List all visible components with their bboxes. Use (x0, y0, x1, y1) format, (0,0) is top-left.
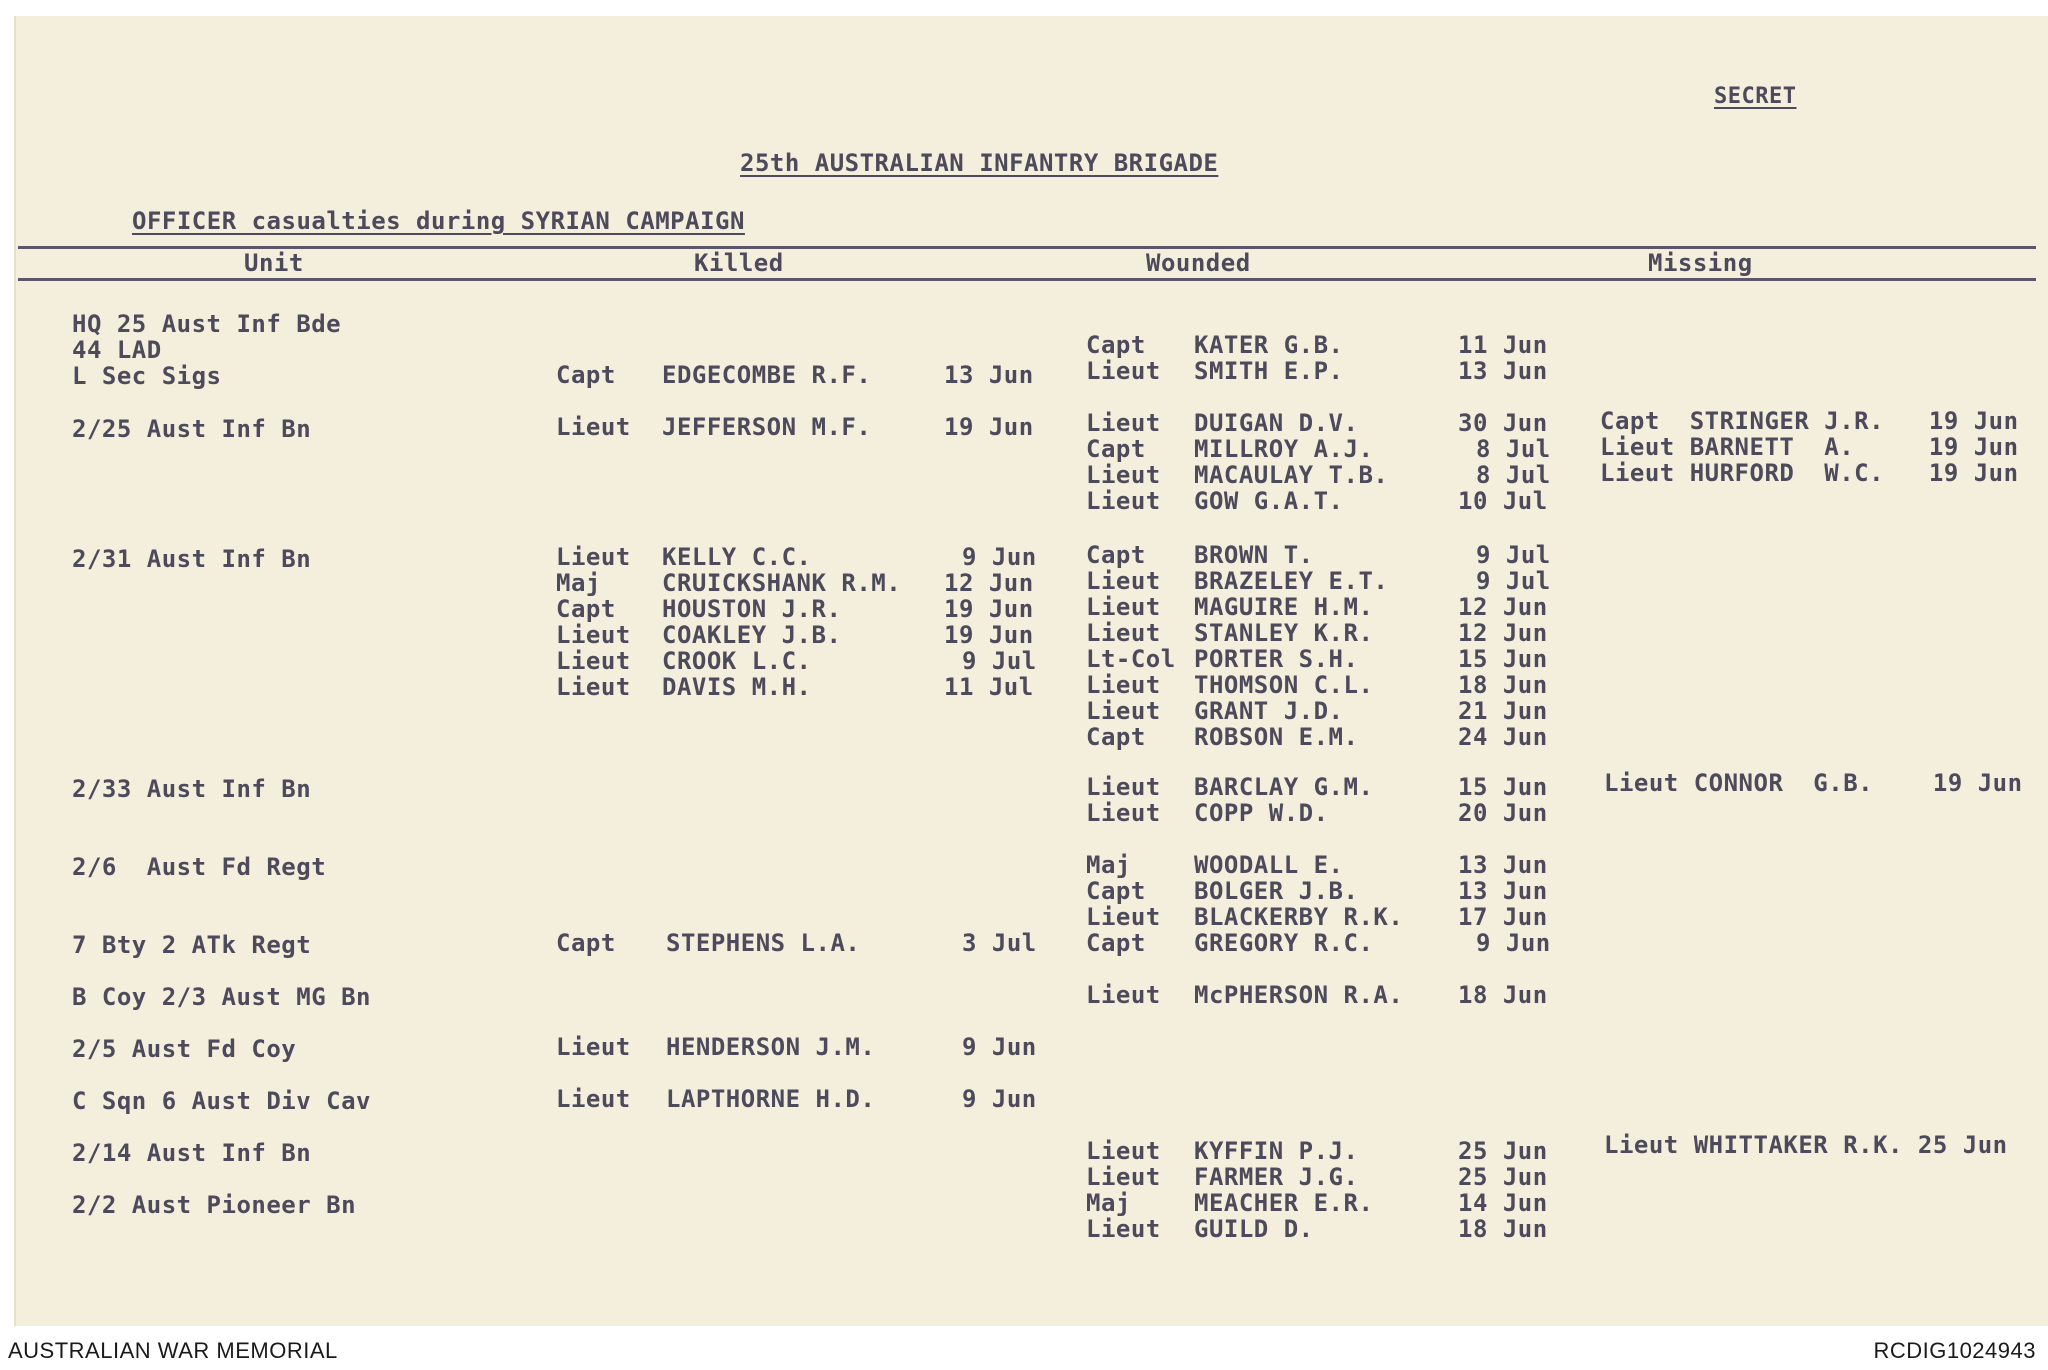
wounded-name: BLACKERBY R.K. (1194, 903, 1404, 931)
killed-name: HENDERSON J.M. (666, 1033, 876, 1061)
wounded-date: 11 Jun (1458, 331, 1548, 359)
wounded-date: 18 Jun (1458, 671, 1548, 699)
wounded-name: BROWN T. (1194, 541, 1314, 569)
wounded-rank: Maj (1086, 851, 1131, 879)
unit-label: 2/31 Aust Inf Bn (72, 545, 312, 573)
wounded-name: THOMSON C.L. (1194, 671, 1374, 699)
wounded-name: BARCLAY G.M. (1194, 773, 1374, 801)
wounded-date: 10 Jul (1458, 487, 1548, 515)
header-killed: Killed (694, 249, 784, 277)
wounded-name: ROBSON E.M. (1194, 723, 1359, 751)
killed-name: DAVIS M.H. (662, 673, 812, 701)
killed-date: 9 Jun (962, 1085, 1037, 1113)
wounded-name: SMITH E.P. (1194, 357, 1344, 385)
header-missing: Missing (1648, 249, 1753, 277)
wounded-name: GOW G.A.T. (1194, 487, 1344, 515)
wounded-date: 13 Jun (1458, 851, 1548, 879)
wounded-date: 20 Jun (1458, 799, 1548, 827)
wounded-date: 14 Jun (1458, 1189, 1548, 1217)
wounded-date: 15 Jun (1458, 645, 1548, 673)
unit-label: 2/5 Aust Fd Coy (72, 1035, 297, 1063)
archive-credit: AUSTRALIAN WAR MEMORIAL (8, 1338, 338, 1363)
wounded-rank: Lieut (1086, 773, 1161, 801)
wounded-rank: Lieut (1086, 357, 1161, 385)
wounded-rank: Maj (1086, 1189, 1131, 1217)
unit-label: 2/6 Aust Fd Regt (72, 853, 327, 881)
wounded-rank: Lieut (1086, 981, 1161, 1009)
wounded-date: 17 Jun (1458, 903, 1548, 931)
wounded-rank: Lieut (1086, 903, 1161, 931)
wounded-date: 9 Jul (1476, 567, 1551, 595)
killed-name: LAPTHORNE H.D. (666, 1085, 876, 1113)
archive-reference: RCDIG1024943 (1873, 1338, 2036, 1363)
wounded-rank: Capt (1086, 929, 1146, 957)
wounded-name: GREGORY R.C. (1194, 929, 1374, 957)
killed-rank: Capt (556, 361, 616, 389)
missing-entry: Lieut HURFORD W.C. 19 Jun (1600, 459, 2019, 487)
missing-entry: Lieut BARNETT A. 19 Jun (1600, 433, 2019, 461)
wounded-rank: Lieut (1086, 567, 1161, 595)
wounded-date: 24 Jun (1458, 723, 1548, 751)
document-title: 25th AUSTRALIAN INFANTRY BRIGADE (740, 149, 1219, 177)
wounded-rank: Lieut (1086, 1137, 1161, 1165)
wounded-rank: Lt-Col (1086, 645, 1176, 673)
wounded-date: 18 Jun (1458, 981, 1548, 1009)
wounded-date: 12 Jun (1458, 619, 1548, 647)
wounded-date: 25 Jun (1458, 1163, 1548, 1191)
wounded-rank: Capt (1086, 541, 1146, 569)
killed-rank: Lieut (556, 1085, 631, 1113)
wounded-date: 15 Jun (1458, 773, 1548, 801)
wounded-name: KATER G.B. (1194, 331, 1344, 359)
unit-label: HQ 25 Aust Inf Bde (72, 310, 342, 338)
wounded-date: 9 Jul (1476, 541, 1551, 569)
wounded-date: 8 Jul (1476, 461, 1551, 489)
wounded-date: 8 Jul (1476, 435, 1551, 463)
killed-rank: Lieut (556, 647, 631, 675)
wounded-name: BOLGER J.B. (1194, 877, 1359, 905)
wounded-name: KYFFIN P.J. (1194, 1137, 1359, 1165)
unit-label: 2/14 Aust Inf Bn (72, 1139, 312, 1167)
killed-date: 9 Jun (962, 1033, 1037, 1061)
wounded-rank: Lieut (1086, 461, 1161, 489)
wounded-name: MAGUIRE H.M. (1194, 593, 1374, 621)
killed-name: CRUICKSHANK R.M. (662, 569, 902, 597)
wounded-rank: Capt (1086, 331, 1146, 359)
wounded-rank: Capt (1086, 723, 1146, 751)
killed-name: JEFFERSON M.F. (662, 413, 872, 441)
wounded-name: McPHERSON R.A. (1194, 981, 1404, 1009)
header-wounded: Wounded (1146, 249, 1251, 277)
killed-name: STEPHENS L.A. (666, 929, 861, 957)
unit-label: 7 Bty 2 ATk Regt (72, 931, 312, 959)
killed-rank: Capt (556, 929, 616, 957)
killed-date: 19 Jun (944, 595, 1034, 623)
wounded-rank: Lieut (1086, 409, 1161, 437)
unit-label: 2/25 Aust Inf Bn (72, 415, 312, 443)
killed-date: 13 Jun (944, 361, 1034, 389)
wounded-date: 13 Jun (1458, 877, 1548, 905)
wounded-rank: Lieut (1086, 1215, 1161, 1243)
killed-rank: Lieut (556, 413, 631, 441)
unit-label: 2/2 Aust Pioneer Bn (72, 1191, 357, 1219)
killed-date: 3 Jul (962, 929, 1037, 957)
killed-rank: Lieut (556, 673, 631, 701)
wounded-rank: Capt (1086, 877, 1146, 905)
wounded-name: BRAZELEY E.T. (1194, 567, 1389, 595)
unit-label: C Sqn 6 Aust Div Cav (72, 1087, 371, 1115)
wounded-rank: Lieut (1086, 487, 1161, 515)
wounded-date: 13 Jun (1458, 357, 1548, 385)
killed-rank: Lieut (556, 621, 631, 649)
killed-date: 11 Jul (944, 673, 1034, 701)
wounded-date: 18 Jun (1458, 1215, 1548, 1243)
wounded-name: WOODALL E. (1194, 851, 1344, 879)
killed-rank: Maj (556, 569, 601, 597)
wounded-rank: Lieut (1086, 1163, 1161, 1191)
killed-name: KELLY C.C. (662, 543, 812, 571)
unit-label: 2/33 Aust Inf Bn (72, 775, 312, 803)
killed-date: 12 Jun (944, 569, 1034, 597)
document-subtitle: OFFICER casualties during SYRIAN CAMPAIGN (132, 207, 745, 235)
wounded-rank: Lieut (1086, 593, 1161, 621)
killed-rank: Lieut (556, 543, 631, 571)
wounded-name: PORTER S.H. (1194, 645, 1359, 673)
wounded-date: 25 Jun (1458, 1137, 1548, 1165)
missing-entry: Capt STRINGER J.R. 19 Jun (1600, 407, 2019, 435)
killed-rank: Lieut (556, 1033, 631, 1061)
killed-date: 9 Jun (962, 543, 1037, 571)
wounded-name: MEACHER E.R. (1194, 1189, 1374, 1217)
killed-rank: Capt (556, 595, 616, 623)
wounded-name: FARMER J.G. (1194, 1163, 1359, 1191)
header-rule-bottom (18, 278, 2036, 281)
wounded-name: MACAULAY T.B. (1194, 461, 1389, 489)
wounded-name: STANLEY K.R. (1194, 619, 1374, 647)
wounded-rank: Lieut (1086, 799, 1161, 827)
killed-name: HOUSTON J.R. (662, 595, 842, 623)
killed-name: CROOK L.C. (662, 647, 812, 675)
wounded-rank: Lieut (1086, 671, 1161, 699)
wounded-rank: Lieut (1086, 619, 1161, 647)
wounded-date: 30 Jun (1458, 409, 1548, 437)
killed-date: 19 Jun (944, 413, 1034, 441)
header-unit: Unit (244, 249, 304, 277)
killed-date: 19 Jun (944, 621, 1034, 649)
unit-label: 44 LAD (72, 336, 162, 364)
killed-name: EDGECOMBE R.F. (662, 361, 872, 389)
wounded-name: MILLROY A.J. (1194, 435, 1374, 463)
killed-date: 9 Jul (962, 647, 1037, 675)
killed-name: COAKLEY J.B. (662, 621, 842, 649)
missing-entry: Lieut WHITTAKER R.K. 25 Jun (1604, 1131, 2008, 1159)
wounded-name: GUILD D. (1194, 1215, 1314, 1243)
secret-marking: SECRET (1714, 84, 1797, 109)
unit-label: L Sec Sigs (72, 362, 222, 390)
wounded-date: 21 Jun (1458, 697, 1548, 725)
wounded-name: COPP W.D. (1194, 799, 1329, 827)
wounded-date: 9 Jun (1476, 929, 1551, 957)
missing-entry: Lieut CONNOR G.B. 19 Jun (1604, 769, 2023, 797)
unit-label: B Coy 2/3 Aust MG Bn (72, 983, 371, 1011)
wounded-name: DUIGAN D.V. (1194, 409, 1359, 437)
wounded-rank: Capt (1086, 435, 1146, 463)
wounded-rank: Lieut (1086, 697, 1161, 725)
wounded-date: 12 Jun (1458, 593, 1548, 621)
wounded-name: GRANT J.D. (1194, 697, 1344, 725)
